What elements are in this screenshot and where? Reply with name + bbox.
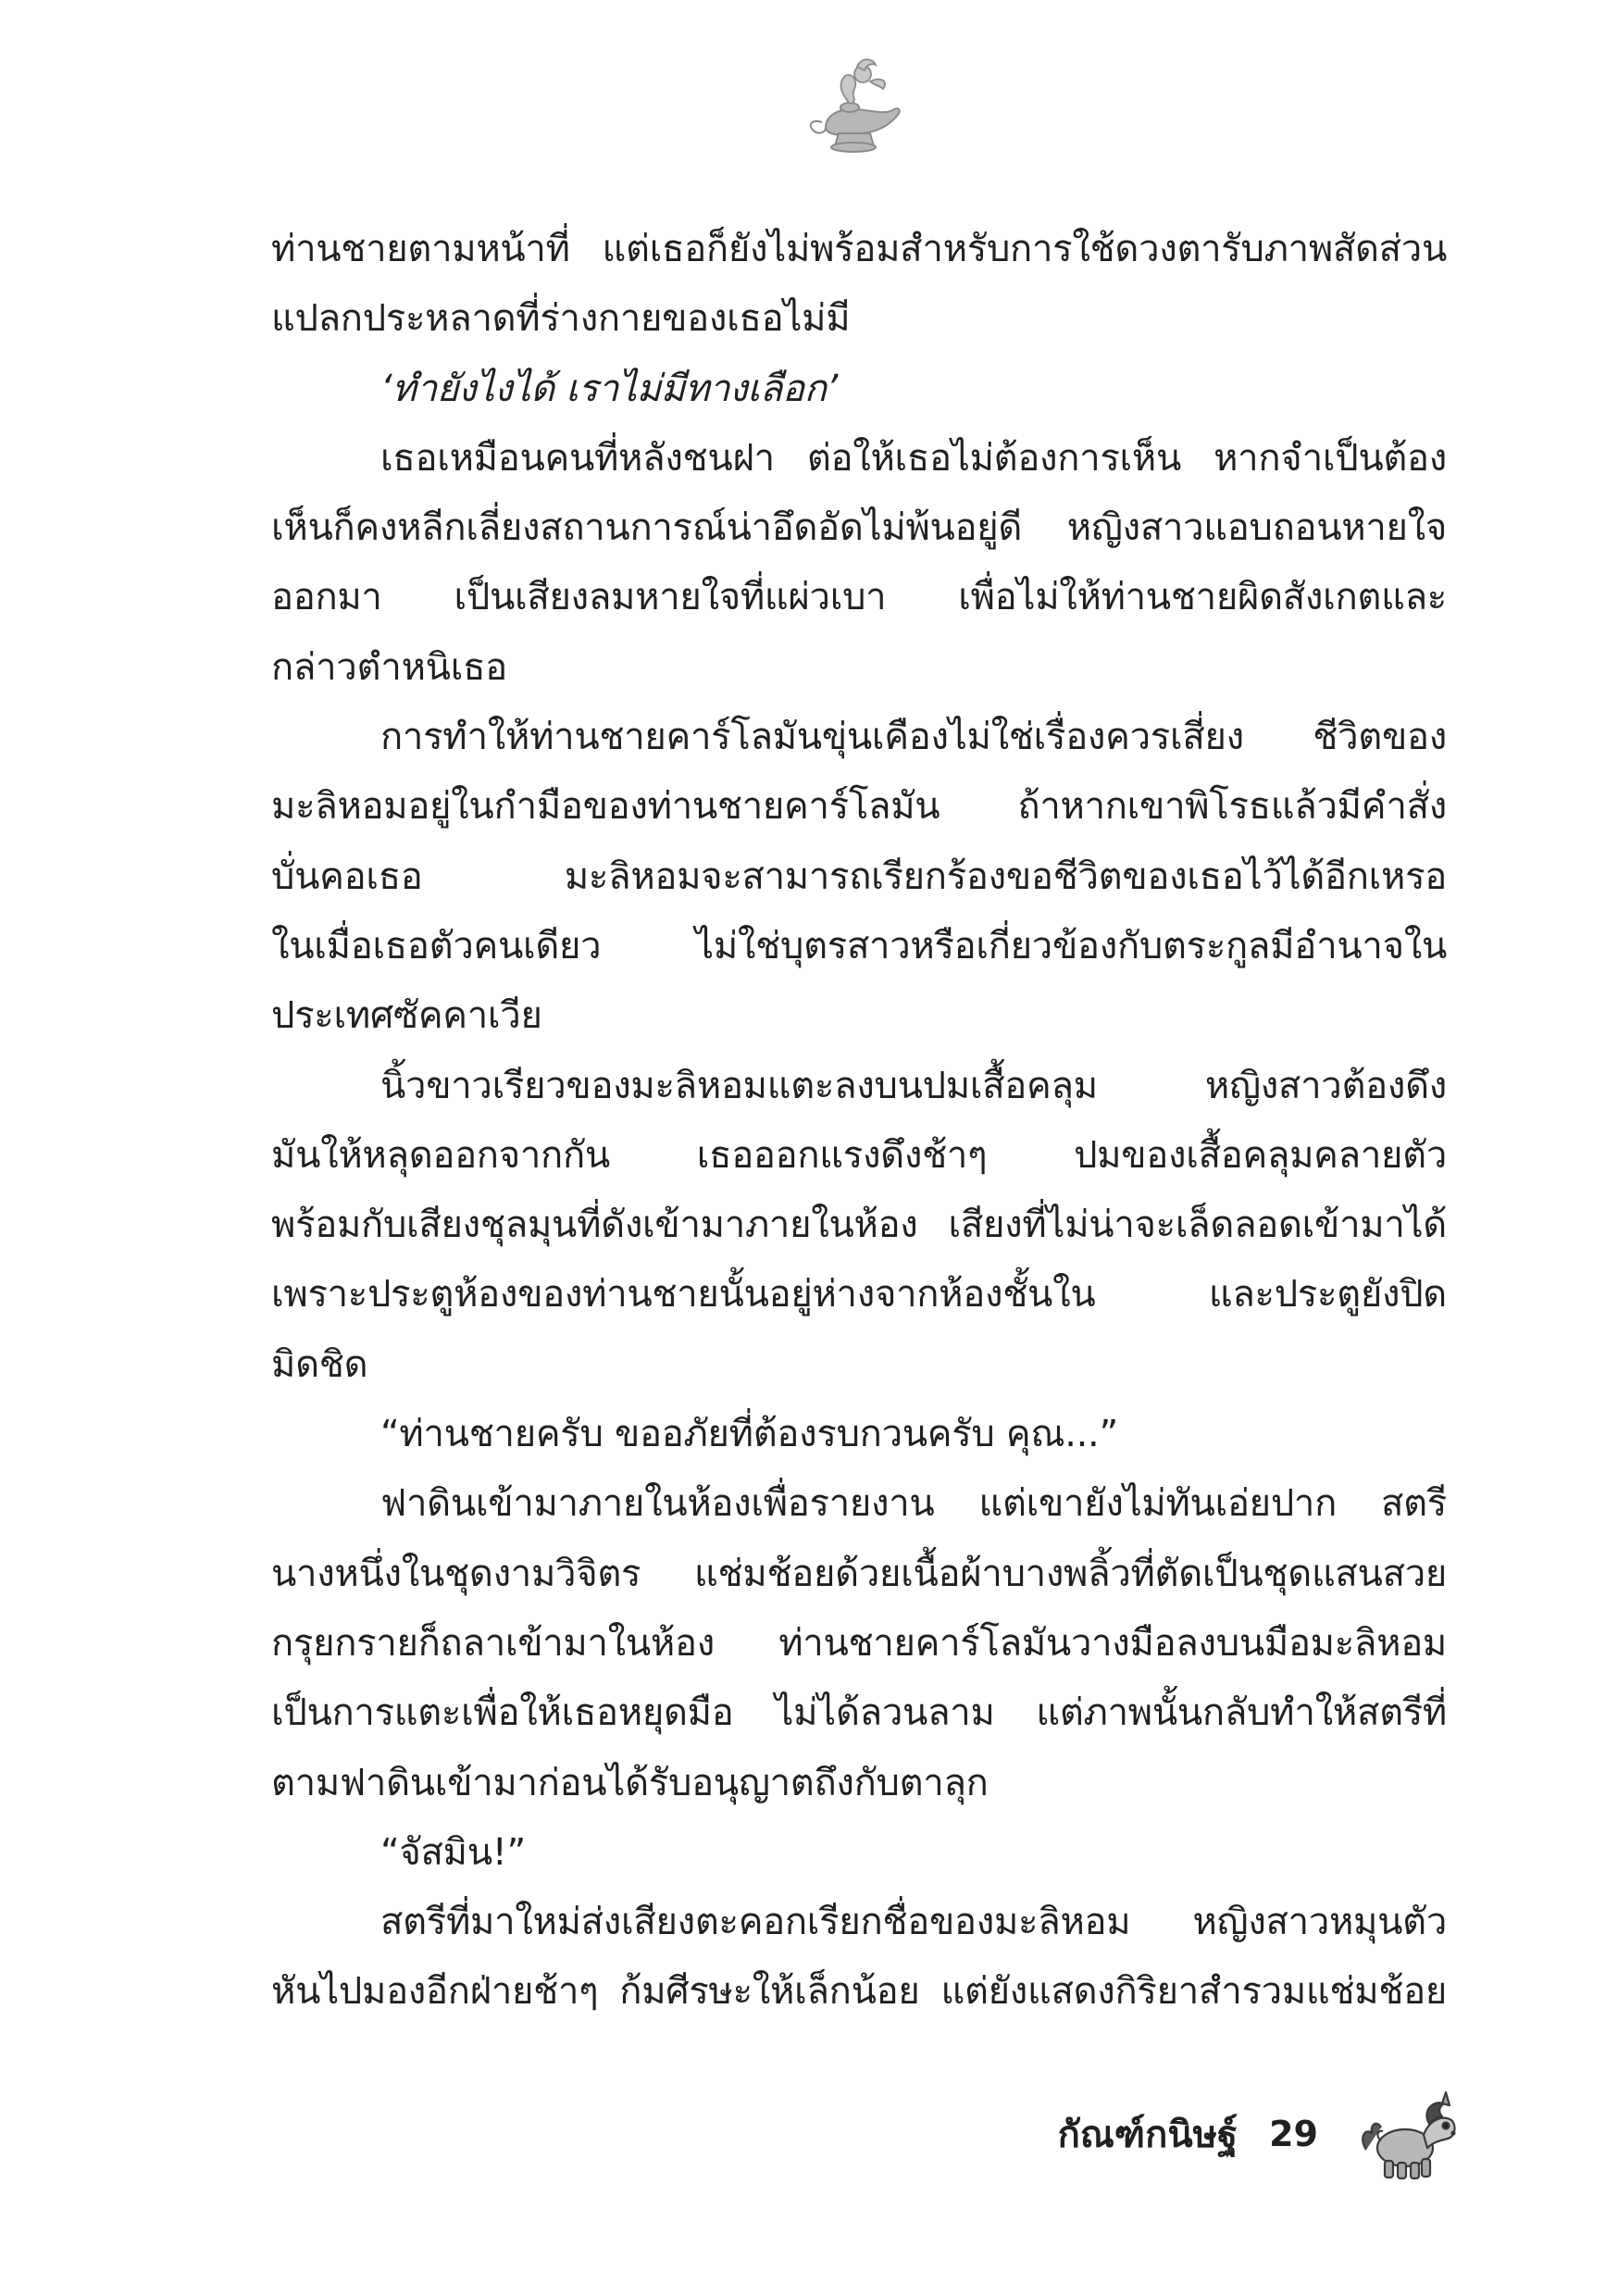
text-line: เธอเหมือนคนที่หลังชนฝา ต่อให้เธอไม่ต้องการเห็น หากจำเป็นต้อง [380,436,1447,480]
paragraph-5 [271,1052,1447,1400]
text-line: “จัสมิน!” [380,1830,526,1874]
text-line: แปลกประหลาดที่ร่างกายของเธอไม่มี [271,297,851,341]
paragraph-thought [271,355,1447,424]
paragraph-dialogue-1 [271,1400,1447,1469]
text-line: มันให้หลุดออกจากกัน เธอออกแรงดึงช้าๆ ปมของเสื้อคลุมคลายตัว [271,1133,1447,1177]
text-line: “ท่านชายครับ ขออภัยที่ต้องรบกวนครับ คุณ...” [380,1413,1118,1456]
text-line: การทำให้ท่านชายคาร์โลมันขุ่นเคืองไม่ใช่เรื่องควรเสี่ยง ชีวิตของ [380,716,1447,759]
book-title: กัณฑ์กนิษฐ์ [1057,2114,1238,2156]
text-line: สตรีที่มาใหม่ส่งเสียงตะคอกเรียกชื่อของมะลิหอม หญิงสาวหมุนตัว [380,1901,1447,1944]
page-number: 29 [1269,2114,1318,2154]
text-line: พร้อมกับเสียงชุลมุนที่ดังเข้ามาภายในห้อง เสียงที่ไม่น่าจะเล็ดลอดเข้ามาได้ [271,1204,1447,1247]
paragraph-9 [271,1888,1447,2028]
genie-lamp-icon [798,54,909,165]
text-line: กรุยกรายก็ถลาเข้ามาในห้อง ท่านชายคาร์โลมันวางมือลงบนมือมะลิหอม [271,1621,1447,1665]
text-line: ท่านชายตามหน้าที่ แต่เธอก็ยังไม่พร้อมสำหรับการใช้ดวงตารับภาพสัดส่วน [271,228,1447,270]
pony-mascot-icon [1350,2083,1461,2185]
text-line: หันไปมองอีกฝ่ายช้าๆ ก้มศีรษะให้เล็กน้อย แต่ยังแสดงกิริยาสำรวมแช่มช้อย [271,1970,1447,2014]
text-line: เพราะประตูห้องของท่านชายนั้นอยู่ห่างจากห้องชั้นใน และประตูยังปิด [271,1273,1447,1316]
text-line: มิดชิด [271,1342,368,1386]
text-line: ออกมา เป็นเสียงลมหายใจที่แผ่วเบา เพื่อไม่ให้ท่านชายผิดสังเกตและ [271,576,1447,619]
paragraph-1 [271,215,1447,355]
text-line: ‘ทำยังไงได้ เราไม่มีทางเลือก’ [380,367,839,410]
body-text [271,215,1447,2028]
text-line: ฟาดินเข้ามาภายในห้องเพื่อรายงาน แต่เขายังไม่ทันเอ่ยปาก สตรี [380,1482,1447,1526]
text-line: ประเทศซัคคาเวีย [271,994,542,1038]
text-line: กล่าวตำหนิเธอ [271,645,507,689]
paragraph-4 [271,703,1447,1051]
text-line: เห็นก็คงหลีกเลี่ยงสถานการณ์น่าอึดอัดไม่พ้นอยู่ดี หญิงสาวแอบถอนหายใจ [271,506,1447,550]
text-line: นางหนึ่งในชุดงามวิจิตร แช่มช้อยด้วยเนื้อผ้าบางพลิ้วที่ตัดเป็นชุดแสนสวย [271,1552,1447,1595]
page-footer [1058,2083,1461,2185]
paragraph-7 [271,1469,1447,1817]
text-line: ตามฟาดินเข้ามาก่อนได้รับอนุญาตถึงกับตาลุก [271,1761,989,1804]
text-line: นิ้วขาวเรียวของมะลิหอมแตะลงบนปมเสื้อคลุม หญิงสาวต้องดึง [380,1064,1447,1107]
text-line: มะลิหอมอยู่ในกำมือของท่านชายคาร์โลมัน ถ้าหากเขาพิโรธแล้วมีคำสั่ง [271,785,1447,829]
text-line: บั่นคอเธอ มะลิหอมจะสามารถเรียกร้องขอชีวิตของเธอไว้ได้อีกเหรอ [271,855,1447,898]
paragraph-3 [271,424,1447,703]
text-line: เป็นการแตะเพื่อให้เธอหยุดมือ ไม่ได้ลวนลาม แต่ภาพนั้นกลับทำให้สตรีที่ [271,1691,1447,1735]
paragraph-dialogue-2 [271,1818,1447,1888]
text-line: ในเมื่อเธอตัวคนเดียว ไม่ใช่บุตรสาวหรือเกี่ยวข้องกับตระกูลมีอำนาจใน [271,924,1447,967]
